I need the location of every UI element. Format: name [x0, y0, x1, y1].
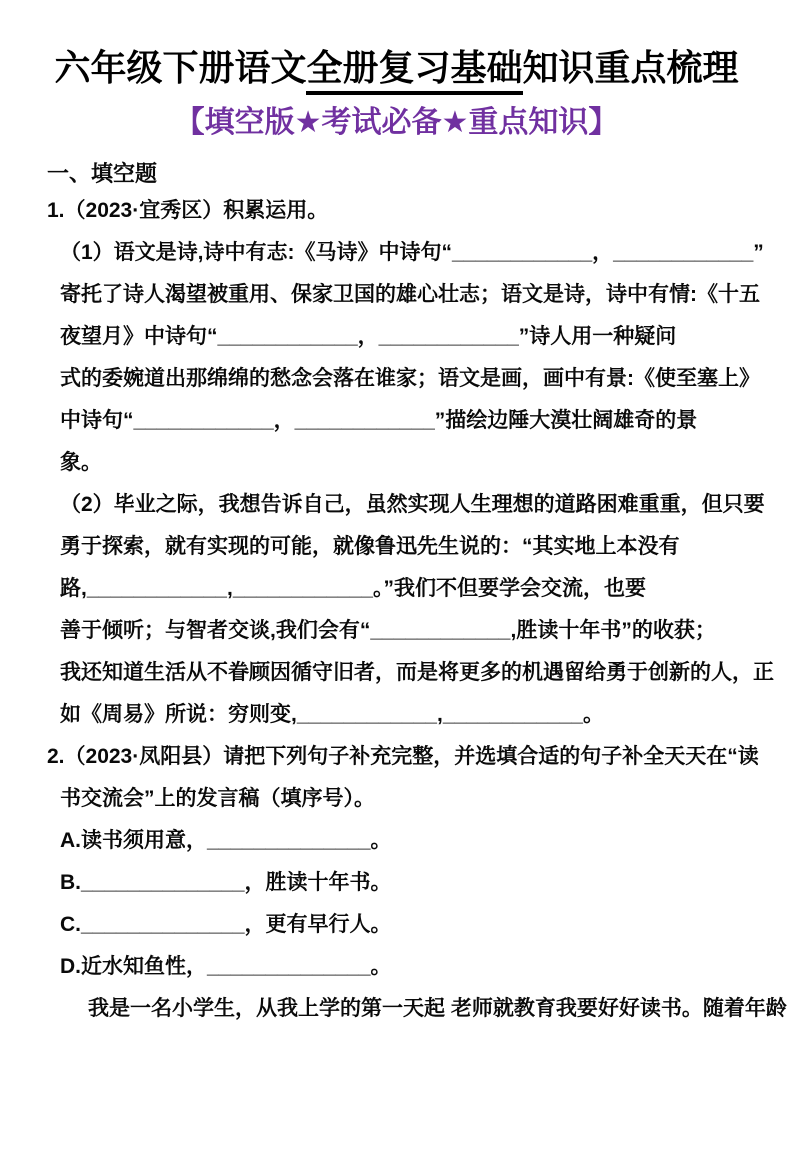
q1-header: 1.（2023·宜秀区）积累运用。 — [47, 199, 329, 222]
q1-part2-line-6: 如《周易》所说：穷则变,____________,____________。 — [60, 703, 604, 726]
q1-part1-line-4: 式的委婉道出那绵绵的愁念会落在谁家；语文是画，画中有景:《使至塞上》 — [60, 367, 760, 390]
q2-header-line-2: 书交流会”上的发言稿（填序号）。 — [60, 787, 375, 810]
title-prefix: 六年级下册语文 — [54, 47, 307, 88]
document-body — [0, 190, 793, 1030]
q1-part1-line-3: 夜望月》中诗句“____________，____________”诗人用一种疑问 — [60, 325, 677, 348]
page-title — [0, 46, 793, 90]
title-suffix: 知识重点梳理 — [522, 47, 739, 88]
q2-option-a: A.读书须用意，______________。 — [60, 829, 392, 852]
q2-header-line-1: 2.（2023·凤阳县）请把下列句子补充完整，并选填合适的句子补全天天在“读 — [47, 745, 759, 768]
q1-part1-line-1: （1）语文是诗,诗中有志:《马诗》中诗句“____________，____________” — [60, 241, 764, 264]
q2-option-d: D.近水知鱼性，______________。 — [60, 955, 392, 978]
q1-part2-line-5: 我还知道生活从不眷顾因循守旧者，而是将更多的机遇留给勇于创新的人，正 — [60, 661, 774, 684]
q1-part2-line-1: （2）毕业之际，我想告诉自己，虽然实现人生理想的道路困难重重，但只要 — [60, 493, 765, 516]
q1-part2-line-4: 善于倾听；与智者交谈,我们会有“____________,胜读十年书”的收获； — [60, 619, 716, 642]
title-underlined-text: 全册复习基础 — [306, 47, 522, 95]
q1-part2-line-3: 路,____________,____________。”我们不但要学会交流，也要 — [60, 577, 646, 600]
q2-option-c: C.______________，更有早行人。 — [60, 913, 392, 936]
q1-part1-line-2: 寄托了诗人渴望被重用、保家卫国的雄心壮志；语文是诗，诗中有情:《十五 — [60, 283, 760, 306]
page-subtitle: 【填空版★考试必备★重点知识】 — [174, 106, 619, 139]
q1-part1-line-5: 中诗句“____________，____________”描绘边陲大漠壮阔雄奇的景 — [60, 409, 698, 432]
q1-part2-line-2: 勇于探索，就有实现的可能，就像鲁迅先生说的：“其实地上本没有 — [60, 535, 680, 558]
document-page — [0, 46, 793, 1168]
q1-part1-line-6: 象。 — [60, 451, 102, 474]
q2-closing-paragraph: 我是一名小学生，从我上学的第一天起 老师就教育我要好好读书。随着年龄 — [88, 997, 787, 1020]
q2-option-b: B.______________，胜读十年书。 — [60, 871, 392, 894]
section-heading: 一、填空题 — [47, 161, 158, 186]
